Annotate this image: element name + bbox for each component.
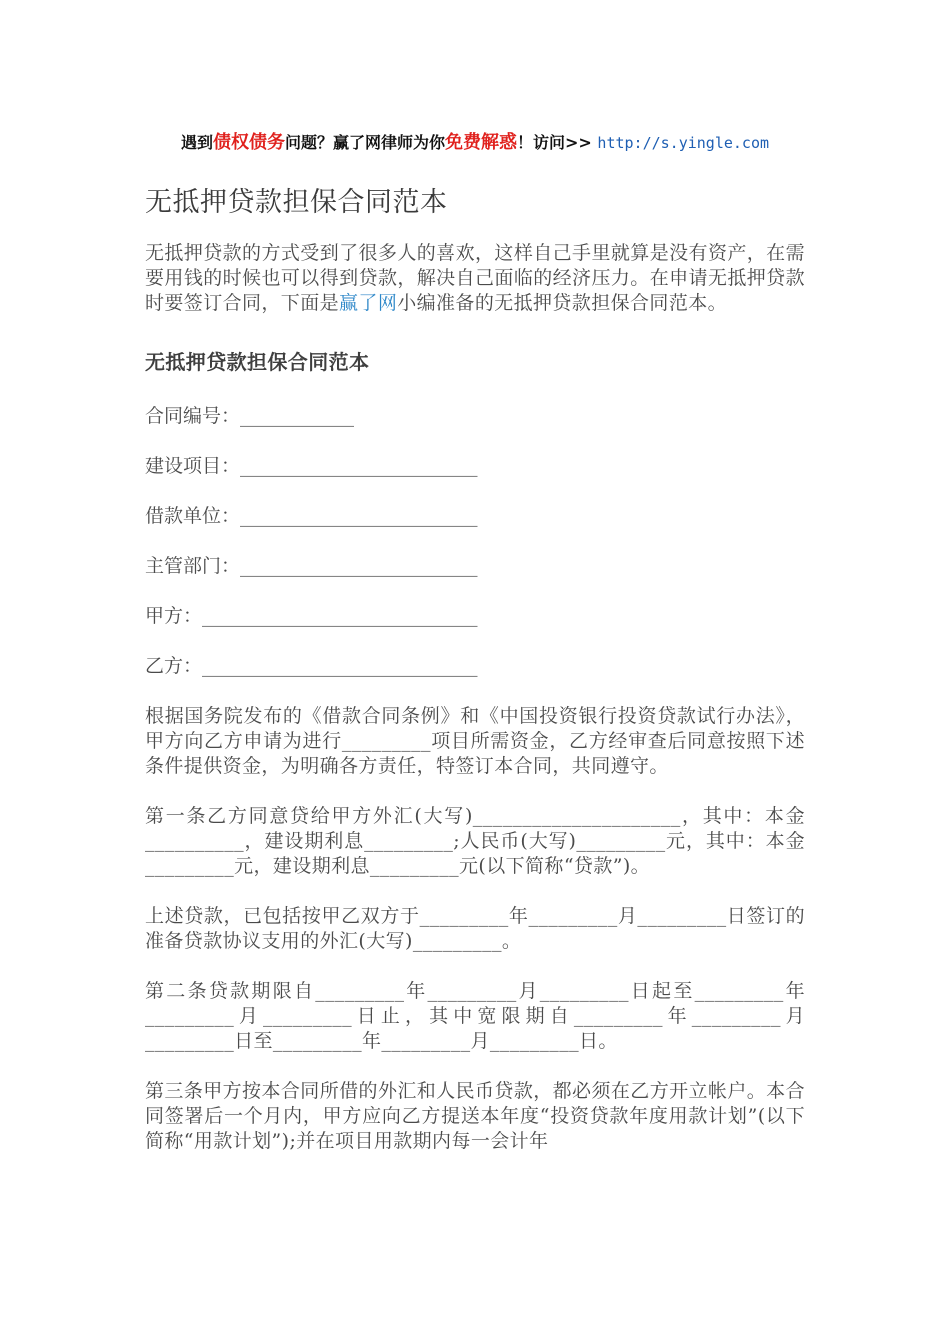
article-title: 无抵押贷款担保合同范本 (145, 187, 448, 218)
banner-highlight-debt: 债权债务 (213, 132, 285, 153)
article-three: 第三条甲方按本合同所借的外汇和人民币贷款，都必须在乙方开立帐户。本合同签署后一个月内，甲方应向乙方提送本年度“投资贷款年度用款计划”(以下简称“用款计划”);并在项目用款期内每一会计年 (145, 1080, 805, 1152)
banner-highlight-free: 免费解惑 (445, 132, 518, 153)
banner-middle: 问题？赢了网律师为你 (285, 133, 446, 152)
supervising-department-field: 主管部门：_________________________ (145, 555, 478, 577)
loan-note: 上述贷款，已包括按甲乙双方于_________年_________月_________日签订的准备贷款协议支用的外汇(大写)_________。 (145, 905, 805, 952)
section-heading: 无抵押贷款担保合同范本 (145, 350, 370, 374)
banner-prefix: 遇到 (180, 133, 213, 152)
party-b-field: 乙方：_____________________________ (145, 655, 478, 677)
article-body (145, 180, 805, 1179)
intro-text-1: 无抵押贷款的方式受到了很多人的喜欢，这样自己手里就算是没有资产，在需要用钱的时候也可以得到贷款，解决自己面临的经济压力。在申请无抵押贷款时要签订合同，下面是 (145, 242, 805, 314)
banner-suffix: ！访问>> (517, 133, 592, 152)
article-two: 第二条贷款期限自_________年_________月_________日起至_________年_________月_________日止，其中宽限期自_________年_________月_________日至_________年_________月_________日。 (145, 980, 805, 1052)
contract-preamble: 根据国务院发布的《借款合同条例》和《中国投资银行投资贷款试行办法》，甲方向乙方申请为进行_________项目所需资金，乙方经审查后同意按照下述条件提供资金，为明确各方责任，特签订本合同，共同遵守。 (145, 705, 805, 777)
borrower-field: 借款单位：_________________________ (145, 505, 478, 527)
party-a-field: 甲方：_____________________________ (145, 605, 478, 627)
yingle-link[interactable]: 赢了网 (339, 292, 398, 314)
construction-project-field: 建设项目：_________________________ (145, 455, 478, 477)
promo-banner[interactable] (0, 128, 950, 154)
article-intro (145, 241, 805, 316)
intro-text-2: 小编准备的无抵押贷款担保合同范本。 (397, 292, 728, 314)
article-one: 第一条乙方同意贷给甲方外汇(大写)_____________________，其中：本金__________，建设期利息_________;人民币(大写)_________元，其中：本金_________元，建设期利息_________元(以下简称“贷款”)。 (145, 805, 805, 877)
banner-url-link[interactable]: http://s.yingle.com (597, 134, 770, 152)
contract-number-field: 合同编号：____________ (145, 405, 355, 427)
